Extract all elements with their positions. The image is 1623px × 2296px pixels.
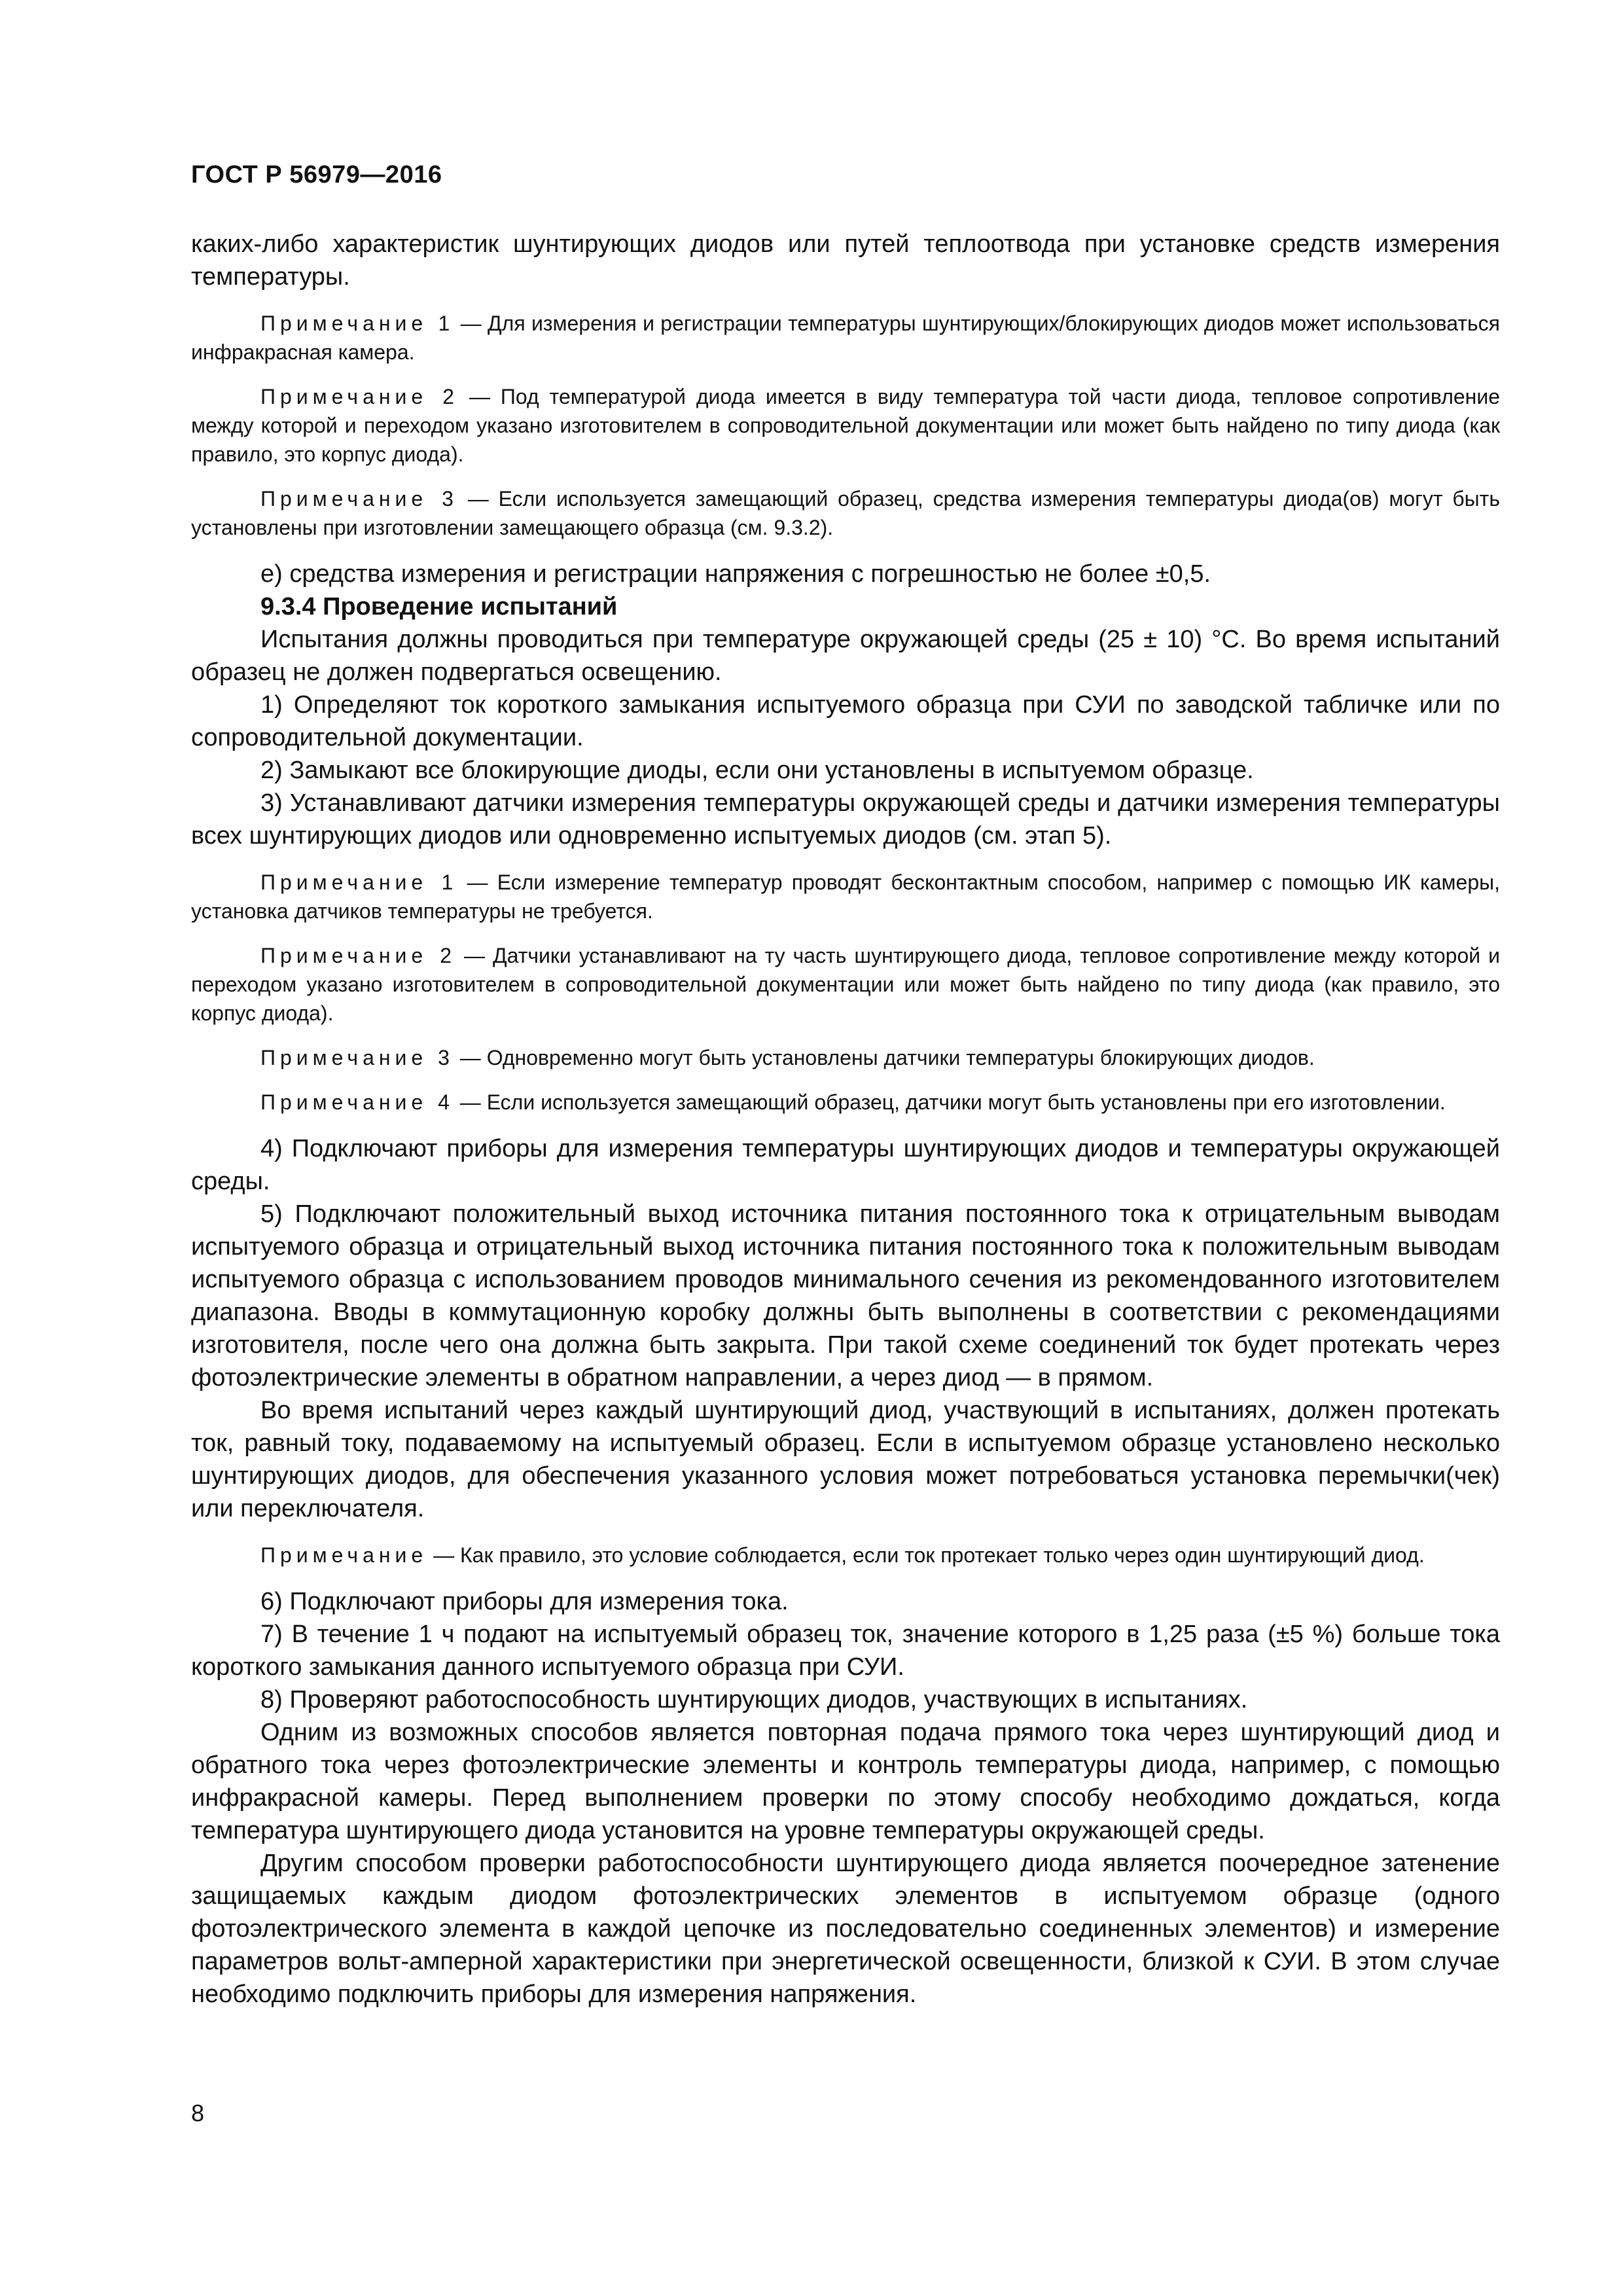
note-text: — Если используется замещающий образец, средства измерения температуры диода(ов) могут быть установлены при изготовлении замещающего образца (см. 9.3.2). — [191, 487, 1500, 539]
note-label: Примечание 4 — [260, 1090, 454, 1114]
step-3-note-1 — [191, 868, 1500, 925]
page-number: 8 — [191, 2100, 205, 2126]
list-item-e: е) средства измерения и регистрации напряжения с погрешностью не более ±0,5. — [260, 560, 1211, 588]
paragraph-current-flow: Во время испытаний через каждый шунтирующий диод, участвующий в испытаниях, должен протекать ток, равный току, подаваемому на испытуемый образец. Если в испытуемом образце установлено несколько шунтирующих диодов, для обеспечения указанного условия может потребоваться установка перемычки(чек) или переключателя. — [191, 1397, 1500, 1522]
note-text: — Одновременно могут быть установлены датчики температуры блокирующих диодов. — [454, 1046, 1315, 1069]
note-1 — [191, 309, 1500, 367]
note-label: Примечание 1 — [260, 870, 458, 894]
note-text: — Как правило, это условие соблюдается, если ток протекает только через один шунтирующий диод. — [427, 1543, 1425, 1567]
note-label: Примечание 2 — [260, 385, 459, 408]
step-1: 1) Определяют ток короткого замыкания испытуемого образца при СУИ по заводской табличке или по сопроводительной документации. — [191, 691, 1500, 751]
step-5: 5) Подключают положительный выход источника питания постоянного тока к отрицательным выводам испытуемого образца и отрицательный выход источника питания постоянного тока к положительным выводам испытуемого образца с использованием проводов минимального сечения из рекомендованного изготовителем диапазона. Вводы в коммутационную коробку должны быть выполнены в соответствии с рекомендациями изготовителя, после чего она должна быть закрыта. При такой схеме соединений ток будет протекать через фотоэлектрические элементы в обратном направлении, а через диод — в прямом. — [191, 1200, 1500, 1391]
note-text: — Датчики устанавливают на ту часть шунтирующего диода, тепловое сопротивление между которой и переходом указано изготовителем в сопроводительной документации или может быть найдено по типу диода (как правило, это корпус диода). — [191, 944, 1501, 1025]
note-label: Примечание 3 — [260, 487, 458, 511]
step-3-note-4 — [191, 1088, 1500, 1117]
note-label: Примечание 2 — [260, 944, 456, 967]
note-text: — Если используется замещающий образец, датчики могут быть установлены при его изготовлении. — [454, 1090, 1446, 1114]
step-6: 6) Подключают приборы для измерения тока. — [260, 1588, 789, 1615]
note-3 — [191, 484, 1500, 542]
paragraph-test-conditions: Испытания должны проводиться при температуре окружающей среды (25 ± 10) °С. Во время испытаний образец не должен подвергаться освещению. — [191, 626, 1500, 686]
document-page — [191, 0, 1500, 2296]
note-text: — Для измерения и регистрации температуры шунтирующих/блокирующих диодов может использоваться инфракрасная камера. — [191, 312, 1501, 364]
paragraph-method-1: Одним из возможных способов является повторная подача прямого тока через шунтирующий диод и обратного тока через фотоэлектрические элементы и контроль температуры диода, например, с помощью инфракрасной камеры. Перед выполнением проверки по этому способу необходимо дождаться, когда температура шунтирующего диода установится на уровне температуры окружающей среды. — [191, 1719, 1500, 1844]
step-8: 8) Проверяют работоспособность шунтирующих диодов, участвующих в испытаниях. — [260, 1686, 1248, 1713]
note-label: Примечание 3 — [260, 1046, 454, 1069]
note-label: Примечание — [260, 1543, 428, 1567]
note-current-flow — [191, 1541, 1500, 1570]
note-text: — Если измерение температур проводят бесконтактным способом, например с помощью ИК камеры, установка датчиков температуры не требуется. — [191, 870, 1501, 923]
step-3-note-2 — [191, 941, 1500, 1028]
step-4: 4) Подключают приборы для измерения температуры шунтирующих диодов и температуры окружающей среды. — [191, 1135, 1500, 1195]
step-3-note-3 — [191, 1043, 1500, 1072]
paragraph-continuation: каких-либо характеристик шунтирующих диодов или путей теплоотвода при установке средств измерения температуры. — [191, 230, 1500, 291]
step-2: 2) Замыкают все блокирующие диоды, если они установлены в испытуемом образце. — [260, 757, 1254, 784]
note-2 — [191, 382, 1500, 469]
document-body — [191, 228, 1500, 2011]
note-text: — Под температурой диода имеется в виду температура той части диода, тепловое сопротивление между которой и переходом указано изготовителем в сопроводительной документации или может быть найдено по типу диода (как правило, это корпус диода). — [191, 385, 1501, 466]
note-label: Примечание 1 — [260, 312, 455, 335]
section-heading: 9.3.4 Проведение испытаний — [260, 593, 618, 620]
document-header: ГОСТ Р 56979—2016 — [191, 161, 442, 188]
paragraph-method-2: Другим способом проверки работоспособности шунтирующего диода является поочередное затенение защищаемых каждым диодом фотоэлектрических элементов в испытуемом образце (одного фотоэлектрического элемента в каждой цепочке из последовательно соединенных элементов) и измерение параметров вольт-амперной характеристики при энергетической освещенности, близкой к СУИ. В этом случае необходимо подключить приборы для измерения напряжения. — [191, 1850, 1500, 2008]
step-3: 3) Устанавливают датчики измерения температуры окружающей среды и датчики измерения температуры всех шунтирующих диодов или одновременно испытуемых диодов (см. этап 5). — [191, 789, 1500, 850]
step-7: 7) В течение 1 ч подают на испытуемый образец ток, значение которого в 1,25 раза (±5 %) больше тока короткого замыкания данного испытуемого образца при СУИ. — [191, 1621, 1500, 1681]
